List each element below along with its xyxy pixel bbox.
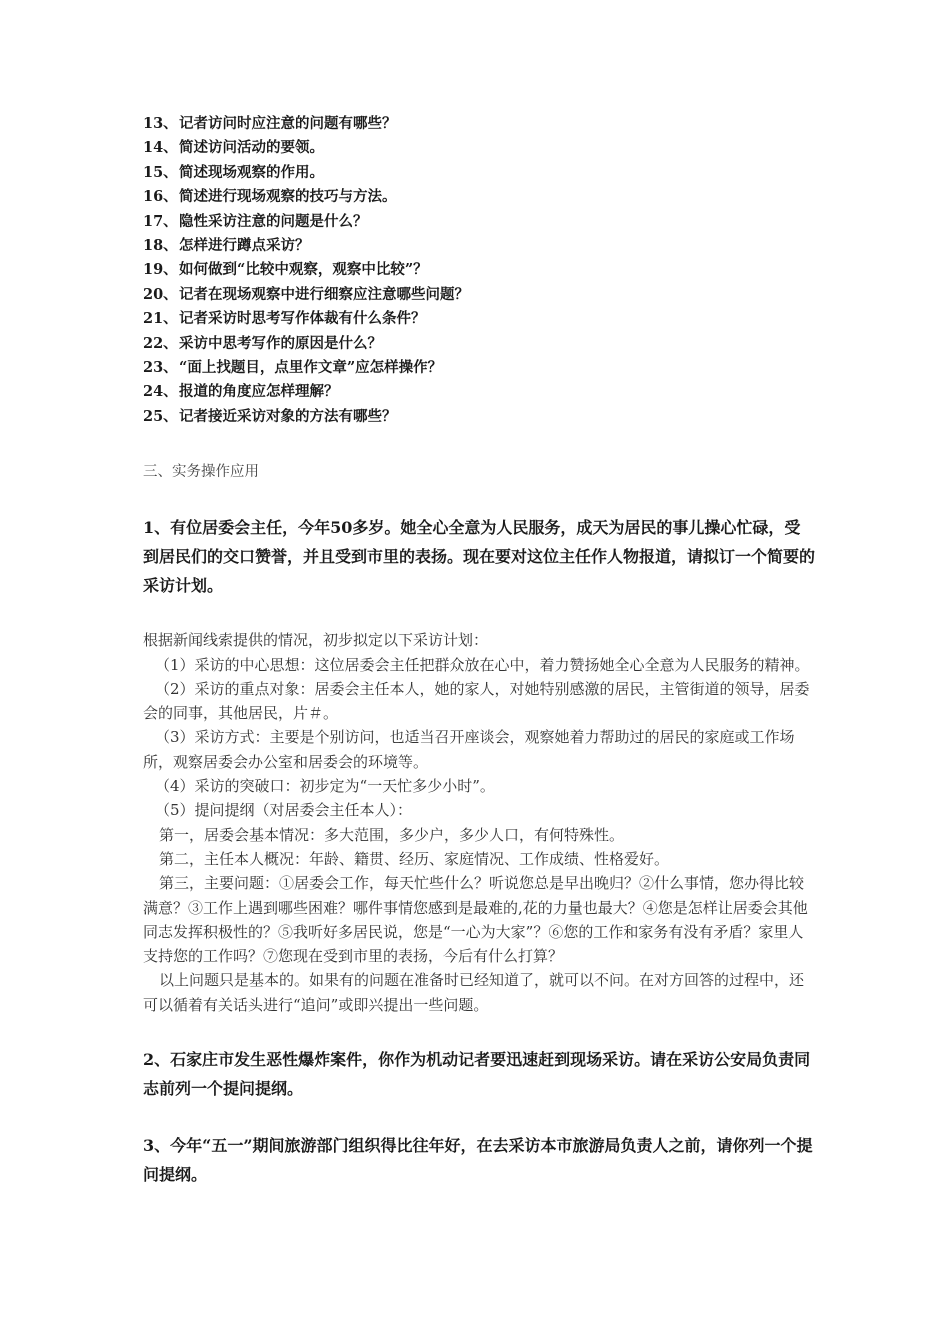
task-1-answer bbox=[143, 628, 815, 1017]
question-item: 21、记者采访时思考写作体裁有什么条件？ bbox=[143, 310, 426, 328]
question-item: 20、记者在现场观察中进行细察应注意哪些问题？ bbox=[143, 285, 469, 303]
task-2: 2、石家庄市发生恶性爆炸案件，你作为机动记者要迅速赶到现场采访。请在采访公安局负责同志前列一个提问提纲。 bbox=[143, 1050, 811, 1099]
answer-point-2: （2）采访的重点对象：居委会主任本人，她的家人，对她特别感激的居民，主管街道的领导，居委会的同事，其他居民，片＃。 bbox=[143, 679, 810, 723]
answer-conclusion: 以上问题只是基本的。如果有的问题在准备时已经知道了，就可以不问。在对方回答的过程中，还可以循着有关话头进行“追问”或即兴提出一些问题。 bbox=[143, 971, 805, 1014]
question-item: 19、如何做到“比较中观察，观察中比较”？ bbox=[143, 261, 428, 279]
question-item: 18、怎样进行蹲点采访？ bbox=[143, 237, 310, 255]
question-item: 23、“面上找题目，点里作文章”应怎样操作？ bbox=[143, 359, 443, 377]
answer-intro: 根据新闻线索提供的情况，初步拟定以下采访计划： bbox=[143, 631, 489, 650]
answer-point-5: （5）提问提纲（对居委会主任本人）： bbox=[155, 801, 413, 820]
question-item: 15、简述现场观察的作用。 bbox=[143, 163, 324, 181]
outline-item-2: 第二，主任本人概况：年龄、籍贯、经历、家庭情况、工作成绩、性格爱好。 bbox=[159, 849, 670, 868]
question-item: 14、简述访问活动的要领。 bbox=[143, 139, 324, 157]
answer-point-4: （4）采访的突破口：初步定为“一天忙多少小时”。 bbox=[155, 777, 495, 796]
task-1: 1、有位居委会主任，今年50多岁。她全心全意为人民服务，成天为居民的事儿操心忙碌，受到居民们的交口赞誉，并且受到市里的表扬。现在要对这位主任作人物报道，请拟订一个简要的采访计划。 bbox=[143, 518, 816, 596]
question-item: 22、采访中思考写作的原因是什么？ bbox=[143, 334, 382, 352]
question-list bbox=[143, 112, 815, 429]
document-page bbox=[143, 112, 815, 1189]
outline-item-3: 第三，主要问题：①居委会工作，每天忙些什么？听说您总是早出晚归？②什么事情，您办得比较满意？③工作上遇到哪些困难？哪件事情您感到是最难的,花的力量也最大？④您是怎样让居委会其他同志发挥积极性的？⑤我听好多居民说，您是“一心为大家”？⑥您的工作和家务有没有矛盾？家里人支持您的工作吗？⑦您现在受到市里的表扬，今后有什么打算？ bbox=[143, 874, 808, 966]
section-heading: 三、实务操作应用 bbox=[143, 464, 259, 481]
question-item: 16、简述进行现场观察的技巧与方法。 bbox=[143, 188, 397, 206]
task-3: 3、今年“五一”期间旅游部门组织得比往年好，在去采访本市旅游局负责人之前，请你列一个提问提纲。 bbox=[143, 1136, 813, 1185]
outline-item-1: 第一，居委会基本情况：多大范围，多少户，多少人口，有何特殊性。 bbox=[159, 825, 625, 844]
question-item: 17、隐性采访注意的问题是什么？ bbox=[143, 212, 368, 230]
question-item: 24、报道的角度应怎样理解？ bbox=[143, 383, 339, 401]
question-item: 13、记者访问时应注意的问题有哪些？ bbox=[143, 115, 397, 132]
answer-point-3: （3）采访方式：主要是个别访问，也适当召开座谈会，观察她着力帮助过的居民的家庭或工作场所，观察居委会办公室和居委会的环境等。 bbox=[143, 728, 795, 771]
answer-point-1: （1）采访的中心思想：这位居委会主任把群众放在心中，着力赞扬她全心全意为人民服务的精神。 bbox=[155, 655, 810, 674]
question-item: 25、记者接近采访对象的方法有哪些？ bbox=[143, 407, 397, 425]
